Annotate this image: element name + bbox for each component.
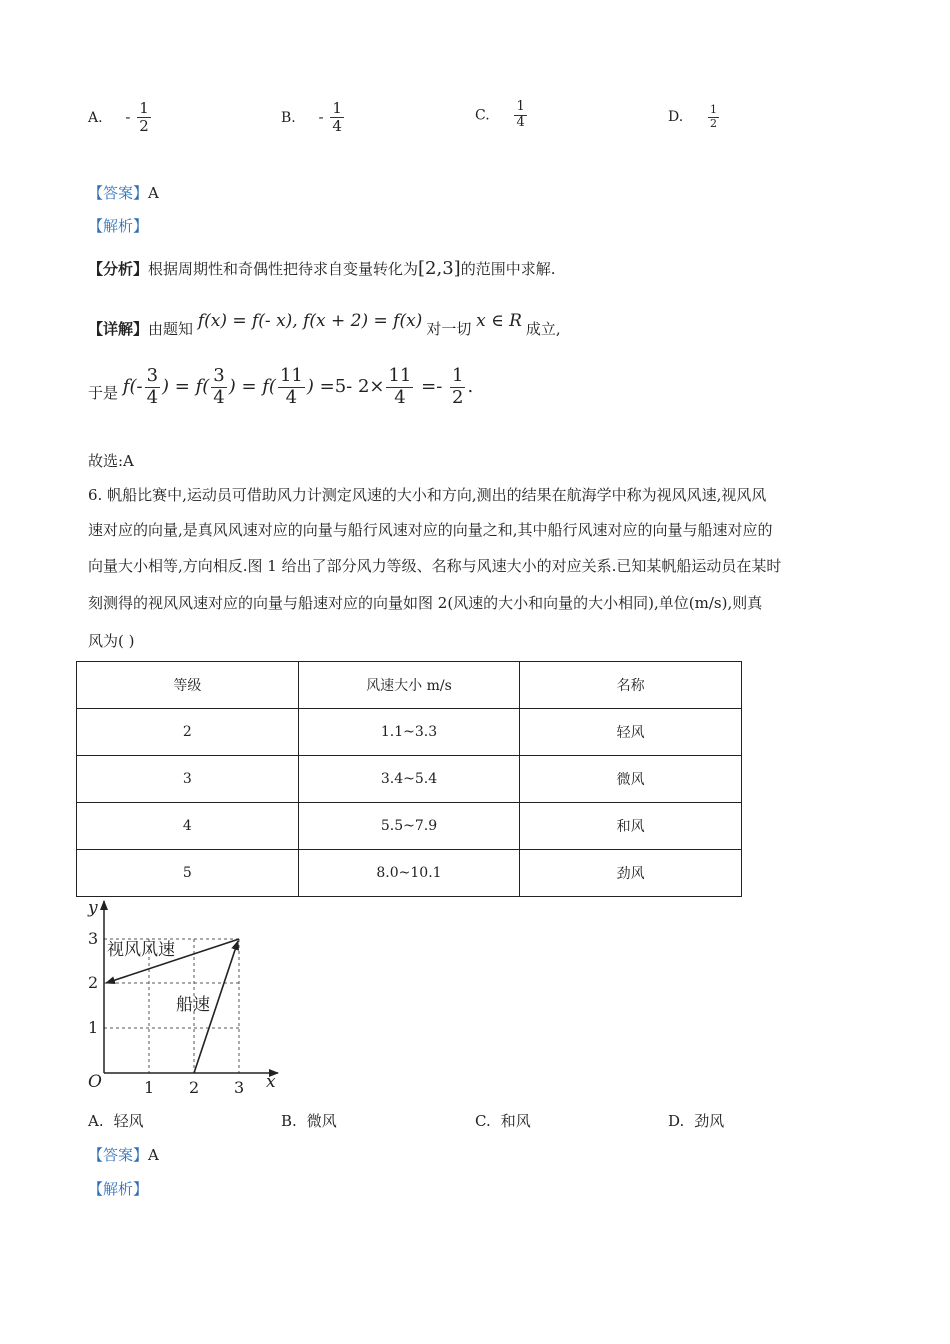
option-letter: D. — [668, 109, 684, 126]
table-cell: 劲风 — [520, 850, 742, 897]
option-letter: D. — [668, 1112, 685, 1130]
apparent-wind-label: 视风风速 — [107, 940, 175, 960]
x-axis-label: x — [266, 1072, 276, 1092]
xiangjie-text-2: 对一切 — [426, 320, 472, 338]
numerator: 1 — [139, 99, 149, 117]
q6-line-4: 刻测得的视风风速对应的向量与船速对应的向量如图 2(风速的大小和向量的大小相同),单位(m/s),则真 — [88, 594, 763, 612]
x-tick-label: 2 — [189, 1078, 200, 1095]
table-row — [77, 803, 742, 850]
y-tick-label: 2 — [88, 973, 99, 992]
option-letter: B. — [281, 1112, 297, 1130]
table-header-cell: 等级 — [77, 662, 299, 709]
xiangjie-formula: f(x) = f(- x), f(x + 2) = f(x) — [197, 311, 423, 331]
table-cell: 5 — [77, 850, 299, 897]
xiangjie-condition: x ∈ R — [476, 311, 522, 331]
y-tick-label: 3 — [88, 929, 99, 948]
table-row — [77, 756, 742, 803]
numerator: 1 — [709, 103, 717, 116]
xiangjie-text-3: 成立, — [525, 320, 561, 338]
answer-tag: 【答案】 — [88, 1146, 149, 1164]
option-letter: A. — [88, 109, 103, 126]
fenxi-text-2: 的范围中求解. — [460, 260, 556, 278]
answer-value: A — [148, 184, 159, 202]
q6-option-d[interactable] — [668, 1110, 724, 1131]
option-c[interactable] — [475, 100, 529, 131]
option-fraction — [514, 100, 526, 131]
option-text: 和风 — [500, 1112, 531, 1130]
option-a[interactable] — [88, 100, 153, 136]
option-text: 微风 — [306, 1112, 337, 1130]
boat-speed-label: 船速 — [176, 995, 210, 1015]
table-row — [77, 850, 742, 897]
q5-fenxi — [88, 258, 555, 279]
option-sign: - — [318, 107, 324, 126]
xiangjie-text-1: 由题知 — [148, 320, 194, 338]
option-b[interactable] — [281, 100, 346, 136]
q5-derivation — [88, 366, 473, 408]
table-cell: 3.4~5.4 — [298, 756, 520, 803]
option-letter: B. — [281, 109, 296, 126]
q6-option-c[interactable] — [475, 1110, 531, 1131]
numerator: 1 — [516, 99, 525, 114]
table-cell: 1.1~3.3 — [298, 709, 520, 756]
vector-figure — [80, 895, 290, 1095]
table-row — [77, 709, 742, 756]
denominator: 4 — [516, 114, 525, 130]
denominator: 4 — [332, 117, 342, 136]
numerator: 1 — [332, 99, 342, 117]
q5-answer — [88, 182, 159, 203]
q5-conclusion: 故选:A — [88, 452, 134, 470]
q6-line-3: 向量大小相等,方向相反.图 1 给出了部分风力等级、名称与风速大小的对应关系.已知某帆船运动员在某时 — [88, 557, 782, 575]
option-fraction — [330, 100, 344, 136]
option-fraction — [708, 104, 719, 130]
q6-line-5: 风为( ) — [88, 632, 135, 650]
table-header-cell: 名称 — [520, 662, 742, 709]
table-cell: 8.0~10.1 — [298, 850, 520, 897]
q6-analysis-tag: 【解析】 — [88, 1180, 149, 1198]
answer-value: A — [148, 1146, 159, 1164]
xiangjie-tag: 【详解】 — [88, 320, 149, 338]
option-text: 轻风 — [113, 1112, 144, 1130]
table-cell: 2 — [77, 709, 299, 756]
q5-xiangjie — [88, 311, 561, 339]
option-letter: A. — [88, 1112, 104, 1130]
option-letter: C. — [475, 107, 490, 124]
q6-answer — [88, 1144, 159, 1165]
origin-label: O — [88, 1072, 102, 1092]
x-tick-label: 1 — [144, 1078, 155, 1095]
table-cell: 和风 — [520, 803, 742, 850]
table-cell: 微风 — [520, 756, 742, 803]
table-cell: 5.5~7.9 — [298, 803, 520, 850]
q6-option-b[interactable] — [281, 1110, 337, 1131]
x-tick-label: 3 — [234, 1078, 245, 1095]
table-cell: 轻风 — [520, 709, 742, 756]
option-fraction — [137, 100, 151, 136]
q6-option-a[interactable] — [88, 1110, 144, 1131]
denominator: 2 — [709, 116, 717, 130]
option-sign: - — [125, 107, 131, 126]
q6-line-1: 6. 帆船比赛中,运动员可借助风力计测定风速的大小和方向,测出的结果在航海学中称为视风风速,视风风 — [88, 486, 767, 504]
yushi-text: 于是 — [88, 384, 119, 403]
wind-scale-table — [76, 661, 742, 897]
y-tick-label: 1 — [88, 1018, 99, 1037]
table-header-cell: 风速大小 m/s — [298, 662, 520, 709]
option-letter: C. — [475, 1112, 491, 1130]
answer-tag: 【答案】 — [88, 184, 149, 202]
table-cell: 4 — [77, 803, 299, 850]
derivation-formula: f(- $\frac{3}{4}$ ) = f( $\frac{3}{4}$ ) = f( $\frac{11}{4}$ ) =5- 2× $\frac{11}{4}$ =- $\frac{1}{2}$ . — [122, 365, 474, 408]
option-d[interactable] — [668, 104, 721, 130]
table-header-row — [77, 662, 742, 709]
y-axis-label: y — [88, 898, 98, 918]
fenxi-tag: 【分析】 — [88, 260, 149, 278]
fenxi-text-1: 根据周期性和奇偶性把待求自变量转化为 — [148, 260, 419, 278]
q6-line-2: 速对应的向量,是真风风速对应的向量与船行风速对应的向量之和,其中船行风速对应的向量与船速对应的 — [88, 521, 773, 539]
denominator: 2 — [139, 117, 149, 136]
table-cell: 3 — [77, 756, 299, 803]
option-text: 劲风 — [694, 1112, 725, 1130]
fenxi-interval: [2,3] — [418, 258, 461, 279]
q5-analysis-tag: 【解析】 — [88, 217, 149, 235]
